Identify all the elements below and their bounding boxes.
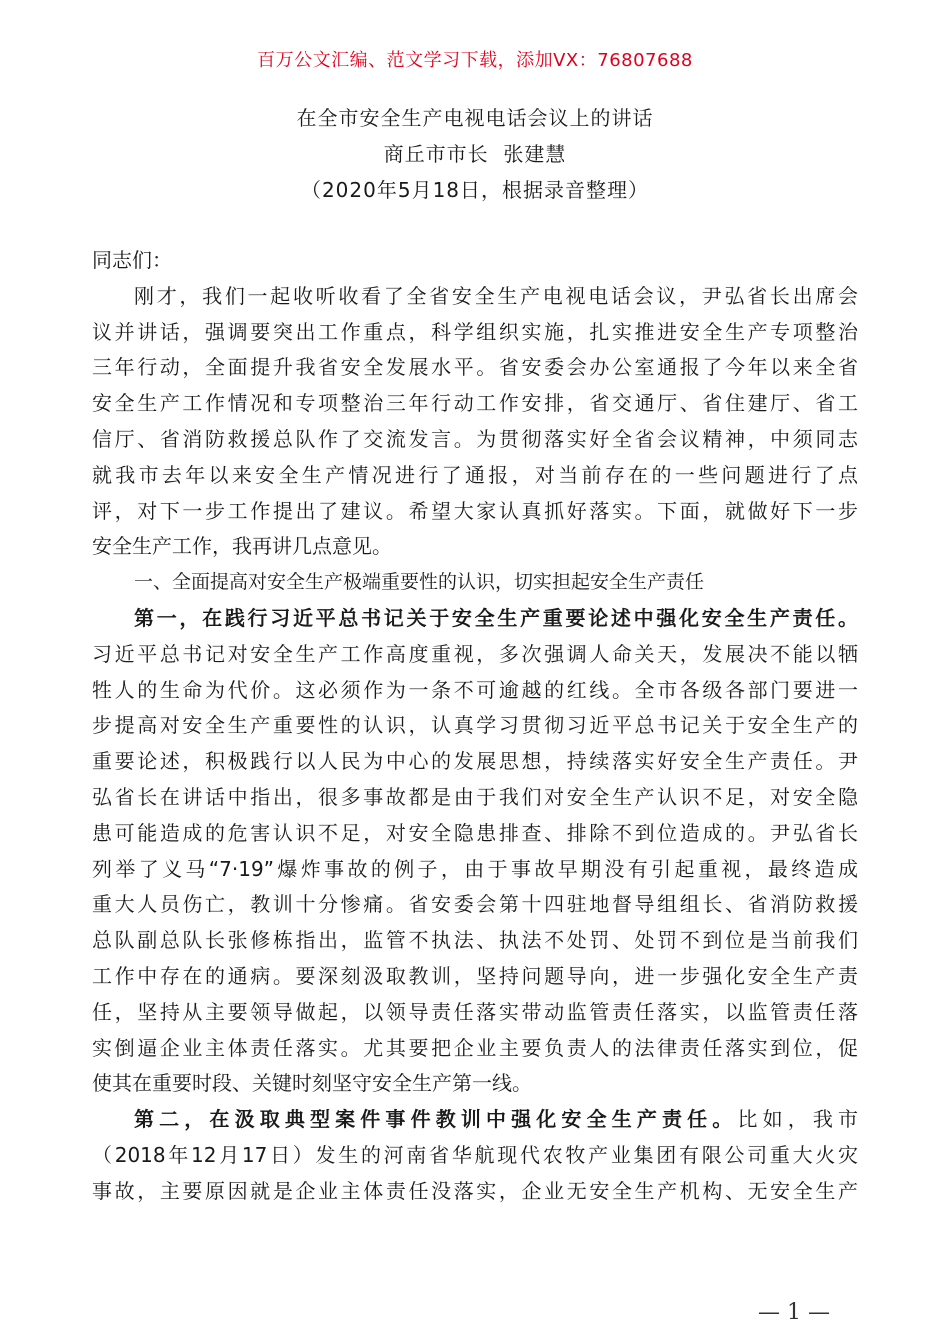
text-line: 安全生产工作，我再讲几点意见。 xyxy=(92,534,392,559)
text-line: 就我市去年以来安全生产情况进行了通报，对当前存在的一些问题进行了点 xyxy=(92,462,858,487)
section-heading: 一、全面提高对安全生产极端重要性的认识，切实担起安全生产责任 xyxy=(134,571,705,594)
page-number: — 1 — xyxy=(758,1300,830,1325)
text-line: 刚才，我们一起收听收看了全省安全生产电视电话会议，尹弘省长出席会 xyxy=(134,283,858,308)
second-point-line xyxy=(92,1102,858,1138)
text-line: 重要论述，积极践行以人民为中心的发展思想，持续落实好安全生产责任。尹 xyxy=(92,749,858,774)
text-line: 议并讲话，强调要突出工作重点，科学组织实施，扎实推进安全生产专项整治 xyxy=(92,319,858,344)
text-line: 使其在重要时段、关键时刻坚守安全生产第一线。 xyxy=(92,1071,532,1096)
speech-body xyxy=(92,243,858,1210)
text-line: 三年行动，全面提升我省安全发展水平。省安委会办公室通报了今年以来全省 xyxy=(92,355,858,380)
text-line: （2018年12月17日）发生的河南省华航现代农牧产业集团有限公司重大火灾 xyxy=(92,1142,858,1167)
text-line: 患可能造成的危害认识不足，对安全隐患排查、排除不到位造成的。尹弘省长 xyxy=(92,820,858,845)
text-line: 实倒逼企业主体责任落实。尤其要把企业主要负责人的法律责任落实到位，促 xyxy=(92,1035,858,1060)
text-line: 重大人员伤亡，教训十分惨痛。省安委会第十四驻地督导组组长、省消防救援 xyxy=(92,892,858,917)
text-line: 弘省长在讲话中指出，很多事故都是由于我们对安全生产认识不足，对安全隐 xyxy=(92,784,858,809)
text-line: 总队副总队长张修栋指出，监管不执法、执法不处罚、处罚不到位是当前我们 xyxy=(92,928,858,953)
speaker-line: 商丘市市长 张建慧 xyxy=(383,142,567,166)
salutation: 同志们： xyxy=(92,248,172,272)
text-fragment: 比如，我市 xyxy=(737,1107,859,1132)
speech-title: 在全市安全生产电视电话会议上的讲话 xyxy=(296,106,654,130)
download-banner: 百万公文汇编、范文学习下载，添加VX：76807688 xyxy=(257,50,693,71)
text-line: 牲人的生命为代价。这必须作为一条不可逾越的红线。全市各级各部门要进一 xyxy=(92,677,858,702)
title-block xyxy=(0,100,950,208)
text-line: 评，对下一步工作提出了建议。希望大家认真抓好落实。下面，就做好下一步 xyxy=(92,498,858,523)
text-line: 习近平总书记对安全生产工作高度重视，多次强调人命关天，发展决不能以牺 xyxy=(92,641,858,666)
text-line: 步提高对安全生产重要性的认识，认真学习贯彻习近平总书记关于安全生产的 xyxy=(92,713,858,738)
text-line: 列举了义马“7·19”爆炸事故的例子，由于事故早期没有引起重视，最终造成 xyxy=(92,856,858,881)
bold-heading-first: 第一，在践行习近平总书记关于安全生产重要论述中强化安全生产责任。 xyxy=(134,605,858,630)
text-line: 事故，主要原因就是企业主体责任没落实，企业无安全生产机构、无安全生产 xyxy=(92,1178,858,1203)
text-line: 信厅、省消防救援总队作了交流发言。为贯彻落实好全省会议精神，中须同志 xyxy=(92,426,858,451)
date-note: （2020年5月18日，根据录音整理） xyxy=(300,178,650,202)
bold-heading-second: 第二，在汲取典型案件事件教训中强化安全生产责任。 xyxy=(134,1107,738,1132)
text-line: 安全生产工作情况和专项整治三年行动工作安排，省交通厅、省住建厅、省工 xyxy=(92,391,858,416)
text-line: 任，坚持从主要领导做起，以领导责任落实带动监管责任落实，以监管责任落 xyxy=(92,999,858,1024)
text-line: 工作中存在的通病。要深刻汲取教训，坚持问题导向，进一步强化安全生产责 xyxy=(92,963,858,988)
